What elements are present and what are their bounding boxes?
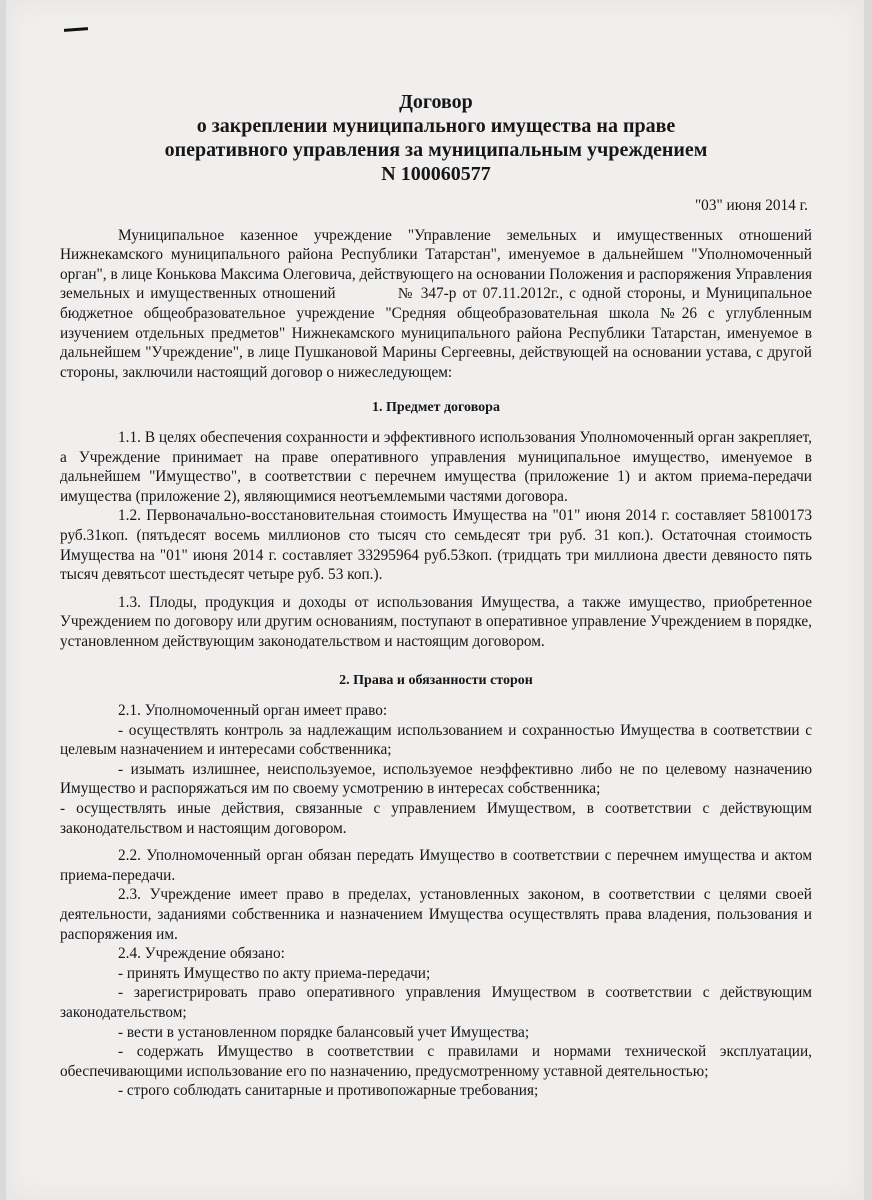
section-2-heading: 2. Права и обязанности сторон: [339, 673, 533, 689]
clause-2-4-d: - содержать Имущество в соответствии с правилами и нормами технической эксплуатации, обеспечивающими использование его по назначению, предусмотренному уставной деятельностью;: [60, 1043, 812, 1080]
title-line-2: о закреплении муниципального имущества на праве: [196, 115, 676, 137]
clause-1-2: 1.2. Первоначально-восстановительная стоимость Имущества на "01" июня 2014 г. составляет 58100173 руб.31коп. (пятьдесят восемь миллионов сто тысяч сто семьдесят три руб. 31 коп.). Остаточная стоимость Имущества на "01" июня 2014 г. составляет 33295964 руб.53коп. (тридцать три миллиона двести девяносто пять тысяч девятьсот шестьдесят четыре руб. 53 коп.).: [60, 507, 812, 584]
clause-2-1-b: - изымать излишнее, неиспользуемое, используемое неэффективно либо не по целевому назначению Имущество и распоряжаться им по своему усмотрению в интересах собственника;: [60, 760, 812, 798]
clause-2-1: 2.1. Уполномоченный орган имеет право:: [118, 702, 388, 720]
clause-2-4-b: - зарегистрировать право оперативного управления Имуществом в соответствии с действующим законодательством;: [60, 984, 812, 1021]
clause-2-4-e: - строго соблюдать санитарные и противопожарные требования;: [118, 1082, 539, 1100]
title-line-1: Договор: [399, 91, 473, 113]
document-page: [6, 0, 864, 1200]
scan-mark: [64, 27, 88, 32]
clause-1-3: 1.3. Плоды, продукция и доходы от использования Имущества, а также имущество, приобретенное Учреждением по договору или другим основаниям, поступают в оперативное управление Учреждением в порядке, установленном действующим законодательством и настоящим договором.: [60, 593, 812, 650]
clause-2-2: 2.2. Уполномоченный орган обязан передать Имущество в соответствии с перечнем имущества и актом приема-передачи.: [60, 847, 812, 884]
section-1-heading: 1. Предмет договора: [372, 400, 500, 416]
title-line-3: оперативного управления за муниципальным учреждением: [164, 139, 708, 161]
title-line-4: N 100060577: [381, 163, 491, 185]
clause-2-3: 2.3. Учреждение имеет право в пределах, установленных законом, в соответствии с целями своей деятельности, заданиями собственника и назначением Имущества осуществлять права владения, пользования и распоряжения им.: [60, 886, 812, 943]
clause-2-4: 2.4. Учреждение обязано:: [118, 945, 285, 963]
clause-2-4-a: - принять Имущество по акту приема-передачи;: [118, 964, 431, 982]
intro-part-2: № 347-р от 07.11.2012г., с одной стороны, и Муниципальное бюджетное общеобразовательное учреждение "Средняя общеобразовательная школа №26 с углубленным изучением отдельных предметов" Нижнекамского муниципального района Республики Татарстан, именуемое в дальнейшем "Учреждение", в лице Пушкановой Марины Сергеевны, действующей на основании устава, с другой стороны, заключили настоящий договор о нижеследующем:: [60, 285, 812, 381]
document-body: [60, 90, 812, 1101]
clause-2-4-c: - вести в установленном порядке балансовый учет Имущества;: [118, 1023, 530, 1041]
contract-date: "03" июня 2014 г.: [694, 197, 808, 214]
clause-2-1-c: - осуществлять иные действия, связанные с управлением Имуществом, в соответствии с действующим законодательством и настоящим договором.: [60, 800, 812, 837]
intro-paragraph: [60, 226, 812, 383]
clause-1-1: 1.1. В целях обеспечения сохранности и эффективного использования Уполномоченный орган закрепляет, а Учреждение принимает на праве оперативного управления муниципальное имущество, именуемое в дальнейшем "Имущество", в соответствии с перечнем имущества (приложение 1) и актом приема-передачи имущества (приложение 2), являющимися неотъемлемыми частями договора.: [60, 428, 812, 505]
clause-2-1-a: - осуществлять контроль за надлежащим использованием и сохранностью Имущества в соответствии с целевым назначением и интересами собственника;: [60, 721, 812, 759]
document-title: [60, 90, 812, 186]
intro-part-1: Муниципальное казенное учреждение "Управление земельных и имущественных отношений Нижнекамского муниципального района Республики Татарстан", именуемое в дальнейшем "Уполномоченный орган", в лице Конькова Максима Олеговича, действующего на основании Положения и распоряжения Управления земельных и имущественных отношений: [60, 226, 812, 303]
